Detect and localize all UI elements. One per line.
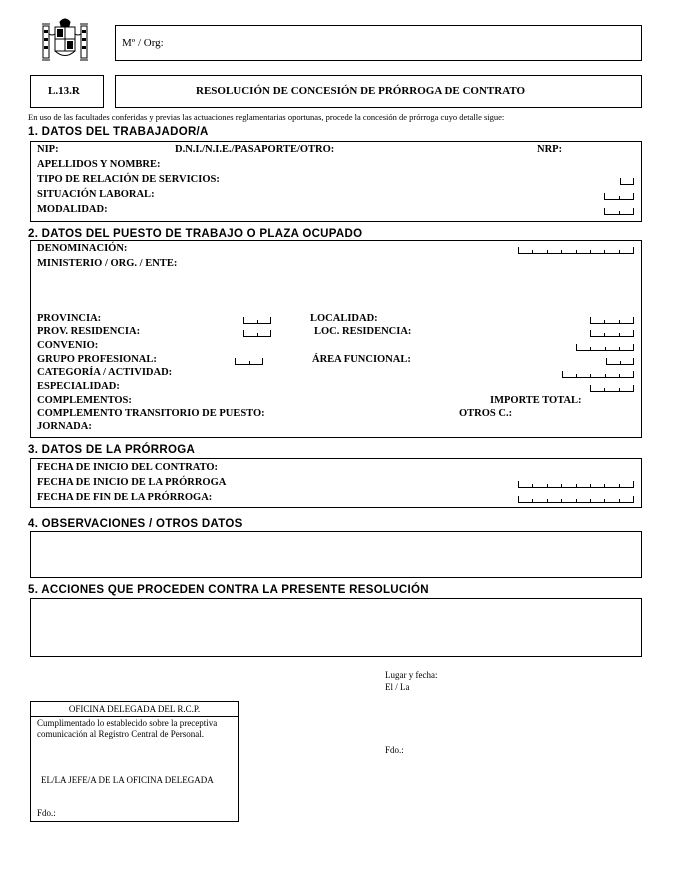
- provincia-digits[interactable]: [243, 317, 271, 324]
- convenio-label: CONVENIO:: [37, 340, 99, 351]
- jornada-label: JORNADA:: [37, 421, 92, 432]
- section1-title: 1. DATOS DEL TRABAJADOR/A: [28, 126, 209, 138]
- transitorio-label: COMPLEMENTO TRANSITORIO DE PUESTO:: [37, 408, 265, 419]
- oficina-jefe: EL/LA JEFE/A DE LA OFICINA DELEGADA: [41, 775, 214, 785]
- especialidad-digits[interactable]: [590, 385, 634, 392]
- categoria-digits[interactable]: [562, 371, 634, 378]
- importe-label: IMPORTE TOTAL:: [490, 395, 582, 406]
- oficina-fdo: Fdo.:: [37, 808, 56, 818]
- categoria-label: CATEGORÍA / ACTIVIDAD:: [37, 367, 173, 378]
- inicio-prorroga-digits[interactable]: [518, 481, 634, 488]
- modalidad-label: MODALIDAD:: [37, 204, 108, 215]
- fin-prorroga-digits[interactable]: [518, 496, 634, 503]
- loc-residencia-label: LOC. RESIDENCIA:: [314, 326, 412, 337]
- area-digits[interactable]: [606, 358, 634, 365]
- provincia-label: PROVINCIA:: [37, 313, 102, 324]
- oficina-title: OFICINA DELEGADA DEL R.C.P.: [31, 702, 238, 717]
- section5-title: 5. ACCIONES QUE PROCEDEN CONTRA LA PRESENTE RESOLUCIÓN: [28, 584, 429, 596]
- lugar-fecha-label: Lugar y fecha:: [385, 670, 438, 680]
- section2-title: 2. DATOS DEL PUESTO DE TRABAJO O PLAZA OCUPADO: [28, 228, 363, 240]
- otros-label: OTROS C.:: [459, 408, 513, 419]
- modalidad-digits[interactable]: [604, 208, 634, 215]
- especialidad-label: ESPECIALIDAD:: [37, 381, 120, 392]
- denominacion-label: DENOMINACIÓN:: [37, 243, 128, 254]
- prov-residencia-digits[interactable]: [243, 330, 271, 337]
- oficina-box: [30, 701, 239, 822]
- situacion-digits[interactable]: [604, 193, 634, 200]
- localidad-digits[interactable]: [590, 317, 634, 324]
- coat-of-arms-logo: [40, 14, 90, 66]
- localidad-label: LOCALIDAD:: [310, 313, 378, 324]
- section3-title: 3. DATOS DE LA PRÓRROGA: [28, 444, 196, 456]
- ministerio-label: MINISTERIO / ORG. / ENTE:: [37, 258, 178, 269]
- dni-label: D.N.I./N.I.E./PASAPORTE/OTRO:: [175, 144, 335, 155]
- apellidos-label: APELLIDOS Y NOMBRE:: [37, 159, 161, 170]
- intro-text: En uso de las facultades conferidas y previas las actuaciones reglamentarias oportunas, procede la concesión de prórroga cuyo detalle sigue:: [28, 112, 505, 122]
- acciones-box[interactable]: [30, 598, 642, 657]
- form-code: L.13.R: [48, 85, 80, 97]
- denominacion-digits[interactable]: [518, 247, 634, 254]
- section4-title: 4. OBSERVACIONES / OTROS DATOS: [28, 518, 243, 530]
- org-box[interactable]: [115, 25, 642, 61]
- grupo-digits[interactable]: [235, 358, 263, 365]
- form-code-box: [30, 75, 104, 108]
- org-label: Mº / Org:: [122, 37, 164, 49]
- complementos-label: COMPLEMENTOS:: [37, 395, 132, 406]
- oficina-text: Cumplimentado lo establecido sobre la preceptiva comunicación al Registro Central de Personal.: [37, 718, 218, 739]
- prov-residencia-label: PROV. RESIDENCIA:: [37, 326, 141, 337]
- page-title: RESOLUCIÓN DE CONCESIÓN DE PRÓRROGA DE CONTRATO: [196, 85, 526, 97]
- el-la-label: El / La: [385, 682, 410, 692]
- observaciones-box[interactable]: [30, 531, 642, 578]
- convenio-digits[interactable]: [576, 344, 634, 351]
- grupo-label: GRUPO PROFESIONAL:: [37, 354, 157, 365]
- loc-residencia-digits[interactable]: [590, 330, 634, 337]
- inicio-prorroga-label: FECHA DE INICIO DE LA PRÓRROGA: [37, 477, 227, 488]
- tipo-relacion-digits[interactable]: [620, 178, 634, 185]
- fdo-label: Fdo.:: [385, 745, 404, 755]
- nip-label: NIP:: [37, 144, 59, 155]
- nrp-label: NRP:: [537, 144, 563, 155]
- situacion-label: SITUACIÓN LABORAL:: [37, 189, 155, 200]
- tipo-relacion-label: TIPO DE RELACIÓN DE SERVICIOS:: [37, 174, 220, 185]
- area-label: ÁREA FUNCIONAL:: [312, 354, 411, 365]
- inicio-contrato-label: FECHA DE INICIO DEL CONTRATO:: [37, 462, 219, 473]
- fin-prorroga-label: FECHA DE FIN DE LA PRÓRROGA:: [37, 492, 213, 503]
- title-box: [115, 75, 642, 108]
